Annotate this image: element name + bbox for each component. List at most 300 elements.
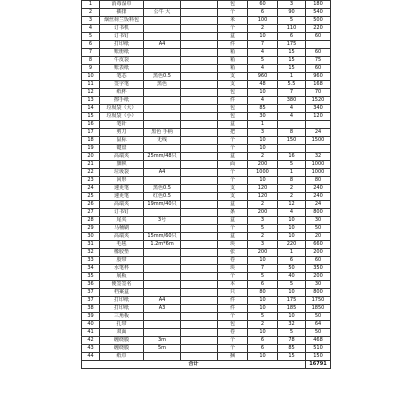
cell-blank (181, 49, 218, 57)
cell-unit: 条 (218, 209, 248, 217)
cell-name: 缠绕膜 (100, 337, 144, 345)
cell-qty: 2 (248, 201, 278, 209)
cell-name: 笔针 (100, 121, 144, 129)
cell-name: 垃圾袋 (100, 169, 144, 177)
cell-price: 220 (278, 241, 306, 249)
cell-price: 185 (278, 305, 306, 313)
table-row (82, 217, 331, 225)
cell-spec (144, 105, 181, 113)
cell-blank (181, 33, 218, 41)
cell-spec (144, 321, 181, 329)
cell-no: 33 (82, 257, 100, 265)
cell-name: 擦手纸 (100, 97, 144, 105)
cell-no: 13 (82, 97, 100, 105)
cell-name: 烟丝荷兰饭料包 (100, 17, 144, 25)
cell-name: 旗帜 (100, 161, 144, 169)
cell-no: 4 (82, 25, 100, 33)
cell-no: 26 (82, 201, 100, 209)
cell-qty: 120 (248, 185, 278, 193)
cell-qty: 5 (248, 273, 278, 281)
cell-name: 纸巾 (100, 353, 144, 361)
cell-price: 380 (278, 97, 306, 105)
cell-blank (181, 337, 218, 345)
cell-spec: 15mm/60只 (144, 233, 181, 241)
cell-no: 23 (82, 177, 100, 185)
cell-blank (181, 217, 218, 225)
cell-spec (144, 289, 181, 297)
cell-name: 鼠标 (100, 137, 144, 145)
cell-amount: 20 (306, 233, 331, 241)
cell-no: 5 (82, 33, 100, 41)
cell-blank (181, 1, 218, 9)
cell-blank (181, 329, 218, 337)
cell-no: 37 (82, 297, 100, 305)
cell-no: 32 (82, 249, 100, 257)
cell-name: 档案盒 (100, 289, 144, 297)
cell-amount: 468 (306, 337, 331, 345)
cell-amount: 50 (306, 313, 331, 321)
cell-blank (181, 169, 218, 177)
cell-blank (181, 25, 218, 33)
cell-name: 便签签名 (100, 281, 144, 289)
cell-blank (181, 177, 218, 185)
cell-amount: 200 (306, 273, 331, 281)
cell-price: 50 (278, 265, 306, 273)
cell-blank (181, 313, 218, 321)
cell-qty: 85 (248, 105, 278, 113)
cell-unit: 个 (218, 273, 248, 281)
cell-amount: 200 (306, 249, 331, 257)
cell-blank (181, 9, 218, 17)
cell-name: 账册纸 (100, 49, 144, 57)
table-row (82, 1, 331, 9)
cell-no: 22 (82, 169, 100, 177)
cell-price: 15 (278, 49, 306, 57)
table-row (82, 137, 331, 145)
table-row (82, 121, 331, 129)
cell-qty: 3 (248, 129, 278, 137)
cell-amount: 168 (306, 81, 331, 89)
cell-no: 40 (82, 321, 100, 329)
cell-spec (144, 1, 181, 9)
cell-qty: 60 (248, 1, 278, 9)
cell-price: 2 (278, 185, 306, 193)
cell-qty: 200 (248, 249, 278, 257)
cell-name: 双面 (100, 329, 144, 337)
cell-name: 订书钉 (100, 33, 144, 41)
cell-spec (144, 249, 181, 257)
table-row (82, 97, 331, 105)
cell-no: 19 (82, 145, 100, 153)
cell-amount: 50 (306, 329, 331, 337)
table-row (82, 193, 331, 201)
cell-amount: 60 (306, 257, 331, 265)
cell-price: 5 (278, 161, 306, 169)
cell-unit: 个 (218, 313, 248, 321)
cell-qty: 10 (248, 329, 278, 337)
cell-amount: 60 (306, 65, 331, 73)
cell-amount: 500 (306, 17, 331, 25)
cell-name: 展板 (100, 273, 144, 281)
cell-amount: 32 (306, 153, 331, 161)
cell-amount: 960 (306, 73, 331, 81)
cell-price: 4 (278, 113, 306, 121)
cell-name: 回形 (100, 177, 144, 185)
total-label: 合计 (82, 361, 306, 369)
cell-spec (144, 273, 181, 281)
cell-unit: 支 (218, 193, 248, 201)
cell-name: 消毒湿巾 (100, 1, 144, 9)
cell-amount: 350 (306, 265, 331, 273)
cell-qty: 100 (248, 17, 278, 25)
cell-unit: 包 (218, 321, 248, 329)
cell-price: 90 (278, 9, 306, 17)
cell-no: 30 (82, 233, 100, 241)
cell-no: 34 (82, 265, 100, 273)
cell-no: 28 (82, 217, 100, 225)
cell-amount: 510 (306, 345, 331, 353)
cell-price: 7 (278, 89, 306, 97)
cell-unit: 只 (218, 289, 248, 297)
cell-unit: 个 (218, 9, 248, 17)
cell-qty: 2 (248, 321, 278, 329)
cell-unit: 盒 (218, 153, 248, 161)
cell-blank (181, 185, 218, 193)
cell-unit: 件 (218, 41, 248, 49)
cell-unit: 盒 (218, 233, 248, 241)
table-row (82, 273, 331, 281)
cell-qty: 4 (248, 65, 278, 73)
cell-qty: 7 (248, 265, 278, 273)
table-row (82, 177, 331, 185)
table-row (82, 313, 331, 321)
cell-name: 缠绕膜 (100, 345, 144, 353)
cell-name: 打印纸 (100, 305, 144, 313)
cell-price: 10 (278, 225, 306, 233)
cell-spec: 3m (144, 337, 181, 345)
cell-amount: 50 (306, 225, 331, 233)
cell-blank (181, 137, 218, 145)
cell-spec (144, 89, 181, 97)
cell-spec (144, 113, 181, 121)
cell-price: 6 (278, 33, 306, 41)
cell-unit: 个 (218, 225, 248, 233)
cell-qty: 1 (248, 121, 278, 129)
table-row (82, 9, 331, 17)
cell-amount: 1750 (306, 297, 331, 305)
cell-amount: 540 (306, 9, 331, 17)
cell-blank (181, 297, 218, 305)
cell-unit: 支 (218, 81, 248, 89)
cell-price: 5 (278, 329, 306, 337)
cell-spec (144, 25, 181, 33)
cell-amount: 660 (306, 241, 331, 249)
cell-price: 1 (278, 73, 306, 81)
table-row (82, 305, 331, 313)
cell-unit: 卷 (218, 257, 248, 265)
cell-unit: 支 (218, 73, 248, 81)
cell-name: 订书钉 (100, 209, 144, 217)
cell-name: 毛毯 (100, 241, 144, 249)
cell-no: 20 (82, 153, 100, 161)
cell-amount: 120 (306, 113, 331, 121)
cell-no: 18 (82, 137, 100, 145)
cell-price: 3 (278, 1, 306, 9)
cell-amount: 240 (306, 185, 331, 193)
cell-blank (181, 73, 218, 81)
cell-amount: 1520 (306, 97, 331, 105)
cell-amount: 75 (306, 57, 331, 65)
cell-no: 3 (82, 17, 100, 25)
cell-amount: 70 (306, 89, 331, 97)
cell-spec: 19mm/40只 (144, 201, 181, 209)
cell-no: 21 (82, 161, 100, 169)
cell-qty: 30 (248, 113, 278, 121)
cell-amount (306, 41, 331, 49)
cell-spec (144, 17, 181, 25)
cell-amount: 1000 (306, 161, 331, 169)
cell-qty: 1000 (248, 169, 278, 177)
cell-spec: 5m (144, 345, 181, 353)
cell-no: 35 (82, 273, 100, 281)
cell-name: 打印纸 (100, 41, 144, 49)
cell-qty: 200 (248, 161, 278, 169)
cell-blank (181, 321, 218, 329)
cell-qty: 10 (248, 257, 278, 265)
cell-blank (181, 129, 218, 137)
table-row (82, 33, 331, 41)
cell-qty: 6 (248, 337, 278, 345)
cell-qty: 120 (248, 193, 278, 201)
table-row (82, 113, 331, 121)
cell-price: 15 (278, 65, 306, 73)
cell-unit: 米 (218, 17, 248, 25)
cell-spec (144, 209, 181, 217)
cell-amount: 800 (306, 289, 331, 297)
table-row (82, 345, 331, 353)
table-row (82, 241, 331, 249)
table-row (82, 73, 331, 81)
cell-price: 2 (278, 193, 306, 201)
table-row (82, 89, 331, 97)
cell-price: 32 (278, 321, 306, 329)
cell-spec (144, 145, 181, 153)
cell-unit: 支 (218, 185, 248, 193)
table-row (82, 209, 331, 217)
cell-name: 速更笔 (100, 185, 144, 193)
cell-unit: 箱 (218, 57, 248, 65)
cell-spec: A4 (144, 41, 181, 49)
cell-blank (181, 105, 218, 113)
cell-spec (144, 33, 181, 41)
cell-unit: 块 (218, 265, 248, 273)
cell-qty: 10 (248, 297, 278, 305)
cell-price: 15 (278, 353, 306, 361)
cell-qty: 7 (248, 41, 278, 49)
table-row (82, 225, 331, 233)
table-row (82, 329, 331, 337)
cell-unit: 包 (218, 105, 248, 113)
cell-no: 12 (82, 89, 100, 97)
cell-price: 12 (278, 201, 306, 209)
total-row (82, 361, 331, 369)
cell-spec: A4 (144, 297, 181, 305)
cell-unit: 卷 (218, 329, 248, 337)
cell-spec: 红色0.5 (144, 193, 181, 201)
cell-spec (144, 329, 181, 337)
cell-price: 10 (278, 217, 306, 225)
cell-amount: 220 (306, 25, 331, 33)
cell-name: 笔芯 (100, 73, 144, 81)
cell-unit: 件 (218, 297, 248, 305)
cell-price: 5 (278, 17, 306, 25)
cell-blank (181, 305, 218, 313)
cell-no: 42 (82, 337, 100, 345)
cell-no: 2 (82, 9, 100, 17)
cell-name: 签字笔 (100, 81, 144, 89)
cell-amount (306, 145, 331, 153)
cell-price: 110 (278, 25, 306, 33)
cell-amount: 24 (306, 129, 331, 137)
cell-unit: 本 (218, 281, 248, 289)
table-row (82, 161, 331, 169)
cell-amount: 340 (306, 105, 331, 113)
cell-blank (181, 57, 218, 65)
cell-amount: 30 (306, 217, 331, 225)
cell-spec: A4 (144, 169, 181, 177)
cell-amount: 80 (306, 177, 331, 185)
table-row (82, 321, 331, 329)
cell-no: 24 (82, 185, 100, 193)
cell-amount: 240 (306, 193, 331, 201)
cell-name: 插排 (100, 9, 144, 17)
cell-unit: 盒 (218, 201, 248, 209)
cell-unit: 件 (218, 305, 248, 313)
table-row (82, 257, 331, 265)
cell-amount: 180 (306, 1, 331, 9)
cell-amount: 1500 (306, 137, 331, 145)
cell-price: 4 (278, 209, 306, 217)
table-row (82, 129, 331, 137)
cell-blank (181, 345, 218, 353)
cell-no: 1 (82, 1, 100, 9)
cell-blank (181, 241, 218, 249)
cell-name: 牛皮袋 (100, 57, 144, 65)
cell-qty: 3 (248, 241, 278, 249)
cell-qty: 48 (248, 81, 278, 89)
cell-unit: 个 (218, 137, 248, 145)
cell-no: 7 (82, 49, 100, 57)
cell-price: 78 (278, 337, 306, 345)
cell-amount: 60 (306, 33, 331, 41)
table-row (82, 145, 331, 153)
cell-qty: 2 (248, 153, 278, 161)
cell-blank (181, 121, 218, 129)
cell-blank (181, 273, 218, 281)
cell-qty: 10 (248, 89, 278, 97)
cell-unit: 盒 (218, 217, 248, 225)
cell-blank (181, 225, 218, 233)
table-row (82, 265, 331, 273)
cell-spec (144, 265, 181, 273)
cell-name: 胶带 (100, 257, 144, 265)
cell-price: 175 (278, 41, 306, 49)
cell-name: 纸杯 (100, 89, 144, 97)
cell-unit: 个 (218, 145, 248, 153)
cell-unit: 个 (218, 25, 248, 33)
cell-price: 16 (278, 153, 306, 161)
cell-price: 85 (278, 345, 306, 353)
cell-qty: 5 (248, 313, 278, 321)
cell-unit: 把 (218, 129, 248, 137)
cell-blank (181, 233, 218, 241)
total-amount: 16791 (306, 361, 331, 369)
cell-price: 10 (278, 289, 306, 297)
cell-no: 8 (82, 57, 100, 65)
cell-blank (181, 97, 218, 105)
cell-spec: 公牛 大 (144, 9, 181, 17)
table-row (82, 185, 331, 193)
cell-amount (306, 121, 331, 129)
cell-blank (181, 289, 218, 297)
spreadsheet (81, 0, 330, 369)
cell-spec (144, 65, 181, 73)
cell-name: 尾夹 (100, 217, 144, 225)
table-row (82, 65, 331, 73)
cell-qty: 5 (248, 225, 278, 233)
cell-name: 高端夹 (100, 153, 144, 161)
cell-spec: A3 (144, 305, 181, 313)
cell-price: 150 (278, 137, 306, 145)
cell-unit: 个 (218, 169, 248, 177)
cell-name: 速更笔 (100, 193, 144, 201)
cell-blank (181, 81, 218, 89)
cell-unit: 个 (218, 337, 248, 345)
cell-no: 37 (82, 289, 100, 297)
cell-blank (181, 113, 218, 121)
procurement-table (81, 0, 331, 369)
cell-blank (181, 41, 218, 49)
cell-qty: 2 (248, 25, 278, 33)
cell-blank (181, 257, 218, 265)
cell-price: 5 (278, 281, 306, 289)
cell-no: 9 (82, 65, 100, 73)
cell-no: 10 (82, 73, 100, 81)
cell-no: 39 (82, 313, 100, 321)
table-row (82, 169, 331, 177)
cell-name: 打印纸 (100, 297, 144, 305)
cell-spec (144, 177, 181, 185)
table-row (82, 281, 331, 289)
cell-spec: 黑色0.5 (144, 185, 181, 193)
cell-name: 垃圾袋（大） (100, 105, 144, 113)
cell-spec: 3号 (144, 217, 181, 225)
table-row (82, 233, 331, 241)
cell-price: 175 (278, 297, 306, 305)
cell-qty: 6 (248, 281, 278, 289)
cell-qty: 80 (248, 289, 278, 297)
cell-spec (144, 57, 181, 65)
cell-spec: 黑色 (144, 81, 181, 89)
cell-no: 41 (82, 329, 100, 337)
cell-price: 4 (278, 105, 306, 113)
cell-qty: 2 (248, 233, 278, 241)
cell-qty: 10 (248, 137, 278, 145)
cell-qty: 960 (248, 73, 278, 81)
cell-price: 1 (278, 169, 306, 177)
cell-name: 扎带 (100, 321, 144, 329)
cell-no: 44 (82, 353, 100, 361)
